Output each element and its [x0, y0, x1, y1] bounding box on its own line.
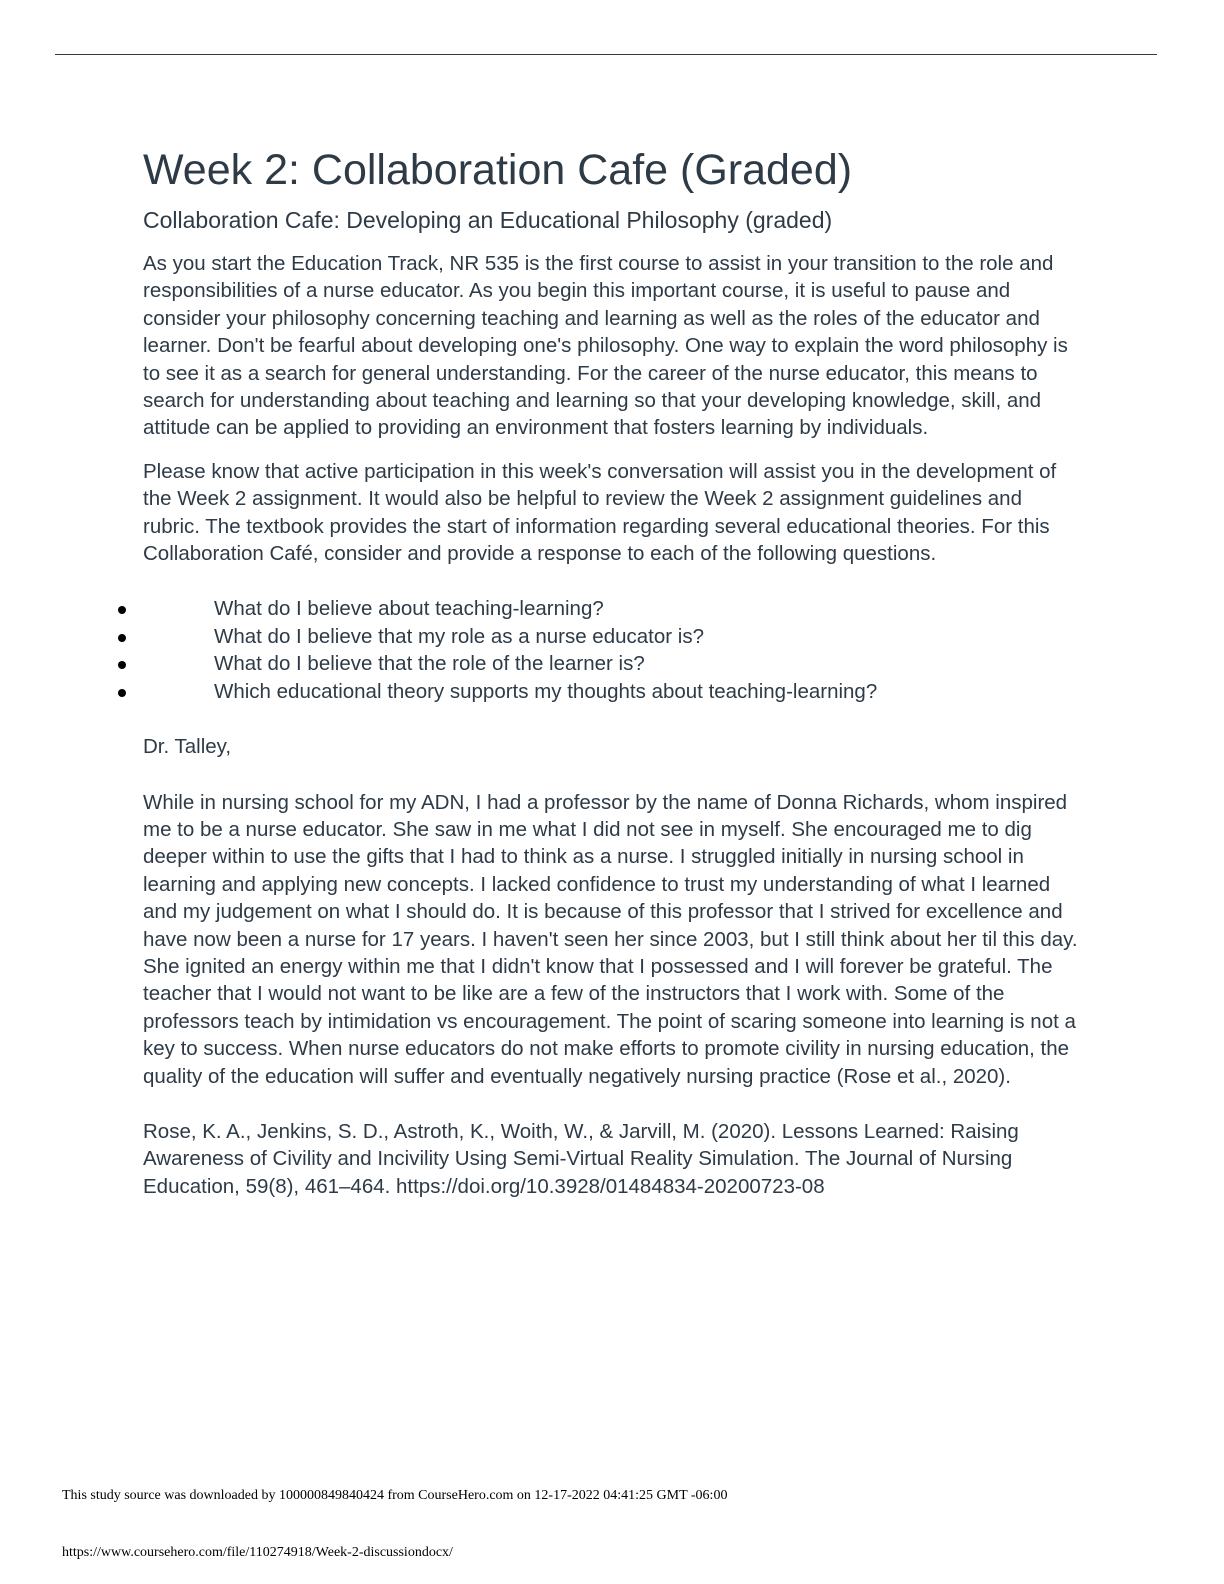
list-item: [143, 595, 1083, 622]
question-list: [143, 595, 1083, 705]
page-title: Week 2: Collaboration Cafe (Graded): [143, 146, 853, 194]
question-text: What do I believe that my role as a nurse educator is?: [214, 624, 704, 648]
list-item: [143, 623, 1083, 650]
bullet-icon: [118, 606, 126, 614]
question-text: What do I believe that the role of the learner is?: [214, 652, 645, 676]
top-divider: [55, 54, 1157, 55]
intro-paragraph: As you start the Education Track, NR 535 is the first course to assist in your transition to the role and responsibilities of a nurse educator. As you begin this important course, it is useful to pause and consider your philosophy concerning teaching and learning as well as the roles of the educator and learner. Don't be fearful about developing one's philosophy. One way to explain the word philosophy is to see it as a search for general understanding. For the career of the nurse educator, this means to search for understanding about teaching and learning so that your developing knowledge, skill, and attitude can be applied to providing an environment that fosters learning by individuals.: [143, 252, 1068, 440]
instructions-paragraph: Please know that active participation in this week's conversation will assist you in the development of the Week 2 assignment. It would also be helpful to review the Week 2 assignment guidelines and rubric. The textbook provides the start of information regarding several educational theories. For this Collaboration Café, consider and provide a response to each of the following questions.: [143, 459, 1057, 566]
list-item: [143, 678, 1083, 705]
bullet-icon: [118, 661, 126, 669]
question-text: Which educational theory supports my thoughts about teaching-learning?: [214, 679, 878, 703]
download-source-note: This study source was downloaded by 100000849840424 from CourseHero.com on 12-17-2022 04:41:25 GMT -06:00: [62, 1488, 728, 1503]
bullet-icon: [118, 634, 126, 642]
footer-url[interactable]: https://www.coursehero.com/file/110274918/Week-2-discussiondocx/: [62, 1545, 453, 1560]
reference-citation: Rose, K. A., Jenkins, S. D., Astroth, K., Woith, W., & Jarvill, M. (2020). Lessons Learned: Raising Awareness of Civility and Incivility Using Semi-Virtual Reality Simulation. The Journal of Nursing Education, 59(8), 461–464. https://doi.org/10.3928/01484834-20200723-08: [143, 1119, 1019, 1198]
response-paragraph: While in nursing school for my ADN, I had a professor by the name of Donna Richards, whom inspired me to be a nurse educator. She saw in me what I did not see in myself. She encouraged me to dig deeper within to use the gifts that I had to think as a nurse. I struggled initially in nursing school in learning and applying new concepts. I lacked confidence to trust my understanding of what I learned and my judgement on what I should do. It is because of this professor that I strived for excellence and have now been a nurse for 17 years. I haven't seen her since 2003, but I still think about her til this day. She ignited an energy within me that I didn't know that I possessed and I will forever be grateful. The teacher that I would not want to be like are a few of the instructors that I work with. Some of the professors teach by intimidation vs encouragement. The point of scaring someone into learning is not a key to success. When nurse educators do not make efforts to promote civility in nursing education, the quality of the education will suffer and eventually negatively nursing practice (Rose et al., 2020).: [143, 790, 1078, 1088]
document-content: [143, 140, 1083, 1200]
page-subtitle: Collaboration Cafe: Developing an Educational Philosophy (graded): [143, 207, 833, 233]
list-item: [143, 650, 1083, 677]
bullet-icon: [118, 689, 126, 697]
greeting: Dr. Talley,: [143, 735, 232, 759]
question-text: What do I believe about teaching-learning?: [214, 597, 604, 621]
